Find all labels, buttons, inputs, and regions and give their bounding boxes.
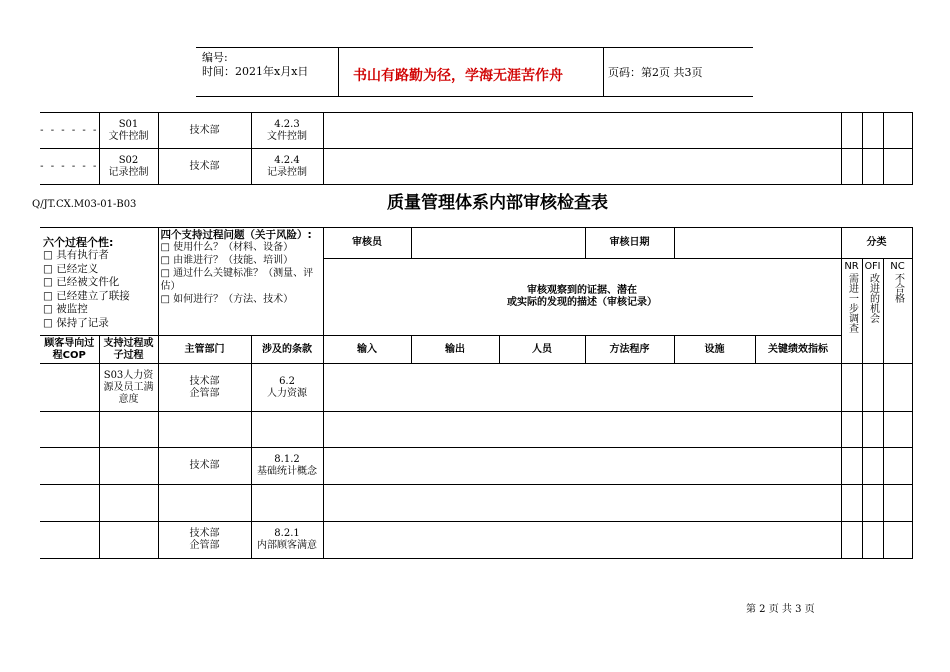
sub-cell — [99, 448, 158, 485]
six-process-heading: 六个过程个性: — [43, 236, 114, 249]
audit-date-label: 审核日期 — [585, 228, 674, 259]
sub-cell: S02 记录控制 — [99, 149, 158, 185]
checklist-table — [40, 227, 913, 559]
six-process-item: □ 具有执行者 — [43, 249, 109, 261]
table-row — [40, 412, 912, 448]
clause-cell: 8.1.2 基础统计概念 — [251, 448, 323, 485]
nc-code: NC — [890, 261, 905, 272]
col-clause: 涉及的条款 — [251, 336, 323, 364]
col-input: 输入 — [323, 336, 411, 364]
ofi-code: OFI — [864, 261, 881, 272]
ofi-cell — [862, 364, 883, 412]
dept-cell — [158, 412, 251, 448]
nc-header — [883, 259, 912, 364]
dept-cell: 技术部 — [158, 113, 251, 149]
six-process-item: □ 已经定义 — [43, 262, 99, 275]
col-facility: 设施 — [674, 336, 755, 364]
four-questions-item: □ 如何进行？（方法、技术） — [160, 294, 294, 305]
nc-cell — [883, 485, 912, 522]
evidence-cell — [323, 448, 841, 485]
evidence-header — [323, 259, 841, 336]
dept-cell: 技术部 — [158, 149, 251, 185]
cop-cell — [40, 522, 99, 559]
evidence-cell — [323, 412, 841, 448]
auditor-field[interactable] — [411, 228, 585, 259]
table-row — [40, 364, 912, 412]
nc-cell — [883, 364, 912, 412]
cop-cell: - - - - - - — [40, 113, 99, 149]
clause-cell: 6.2 人力资源 — [251, 364, 323, 412]
col-kpi: 关键绩效指标 — [755, 336, 841, 364]
nr-desc: 需进一步调查 — [846, 273, 858, 333]
table-row — [40, 336, 912, 364]
clause-cell: 4.2.3 文件控制 — [251, 113, 323, 149]
clause-cell — [251, 412, 323, 448]
time-label: 时间：2021年x月x日 — [202, 65, 309, 78]
six-process-box — [40, 228, 158, 336]
classification-label: 分类 — [841, 228, 912, 259]
table-row — [40, 149, 912, 185]
dept-cell: 技术部 企管部 — [158, 364, 251, 412]
ofi-cell — [862, 113, 883, 149]
nr-cell — [841, 522, 862, 559]
slogan: 书山有路勤为径，学海无涯苦作舟 — [353, 68, 563, 84]
header-divider — [338, 48, 339, 96]
six-process-item: □ 保持了记录 — [43, 316, 109, 329]
ofi-cell — [862, 412, 883, 448]
six-process-item: □ 已经被文件化 — [43, 276, 120, 288]
cop-cell — [40, 448, 99, 485]
nc-cell — [883, 448, 912, 485]
dept-cell — [158, 485, 251, 522]
table-row — [40, 228, 912, 259]
nr-cell — [841, 364, 862, 412]
number-label: 编号: — [202, 51, 228, 64]
col-cop: 顾客导向过程COP — [40, 336, 99, 364]
ofi-cell — [862, 522, 883, 559]
nr-cell — [841, 113, 862, 149]
cop-cell — [40, 412, 99, 448]
evidence-label: 审核观察到的证据、潜在 — [527, 285, 638, 296]
table-row — [40, 522, 912, 559]
dept-cell: 技术部 企管部 — [158, 522, 251, 559]
table-row — [40, 113, 912, 149]
auditor-label: 审核员 — [323, 228, 411, 259]
ofi-desc: 改进的机会 — [867, 273, 879, 323]
nr-cell — [841, 412, 862, 448]
four-questions-item: □ 由谁进行？（技能、培训） — [160, 255, 294, 266]
six-process-item: □ 已经建立了联接 — [43, 289, 130, 302]
nr-code: NR — [844, 261, 859, 272]
clause-cell: 8.2.1 内部顾客满意 — [251, 522, 323, 559]
top-table — [40, 112, 913, 185]
nr-cell — [841, 448, 862, 485]
page-footer: 第 2 页 共 3 页 — [746, 604, 815, 615]
nc-cell — [883, 113, 912, 149]
sub-cell — [99, 412, 158, 448]
page-title: 质量管理体系内部审核检查表 — [387, 193, 608, 213]
nc-cell — [883, 149, 912, 185]
cop-cell: - - - - - - — [40, 149, 99, 185]
nc-cell — [883, 522, 912, 559]
page-code: 页码：第2页 共3页 — [608, 66, 703, 79]
evidence-cell — [323, 522, 841, 559]
evidence-cell — [323, 113, 841, 149]
ofi-cell — [862, 485, 883, 522]
sub-cell: S03人力资源及员工满意度 — [99, 364, 158, 412]
nc-desc: 不合格 — [892, 273, 904, 303]
evidence-cell — [323, 149, 841, 185]
nr-cell — [841, 149, 862, 185]
nc-cell — [883, 412, 912, 448]
col-dept: 主管部门 — [158, 336, 251, 364]
four-questions-item: □ 通过什么关键标准？（测量、评估） — [160, 268, 314, 292]
col-sub: 支持过程或子过程 — [99, 336, 158, 364]
clause-cell: 4.2.4 记录控制 — [251, 149, 323, 185]
page-header — [196, 47, 753, 97]
evidence-label: 或实际的发现的描述（审核记录） — [507, 297, 658, 308]
dept-cell: 技术部 — [158, 448, 251, 485]
table-row — [40, 448, 912, 485]
evidence-cell — [323, 364, 841, 412]
header-divider — [603, 48, 604, 96]
nr-header — [841, 259, 862, 364]
evidence-cell — [323, 485, 841, 522]
col-person: 人员 — [499, 336, 585, 364]
sub-cell — [99, 522, 158, 559]
nr-cell — [841, 485, 862, 522]
col-output: 输出 — [411, 336, 499, 364]
sub-cell: S01 文件控制 — [99, 113, 158, 149]
cop-cell — [40, 364, 99, 412]
ofi-header — [862, 259, 883, 364]
clause-cell — [251, 485, 323, 522]
ofi-cell — [862, 149, 883, 185]
table-row — [40, 485, 912, 522]
sub-cell — [99, 485, 158, 522]
col-method: 方法程序 — [585, 336, 674, 364]
ofi-cell — [862, 448, 883, 485]
four-questions-heading: 四个支持过程问题（关于风险）: — [160, 229, 312, 241]
four-questions-item: □ 使用什么？（材料、设备） — [160, 242, 294, 253]
four-questions-box — [158, 228, 323, 336]
six-process-item: □ 被监控 — [43, 303, 88, 315]
cop-cell — [40, 485, 99, 522]
doc-code: Q/JT.CX.M03-01-B03 — [32, 199, 137, 210]
audit-date-field[interactable] — [674, 228, 841, 259]
